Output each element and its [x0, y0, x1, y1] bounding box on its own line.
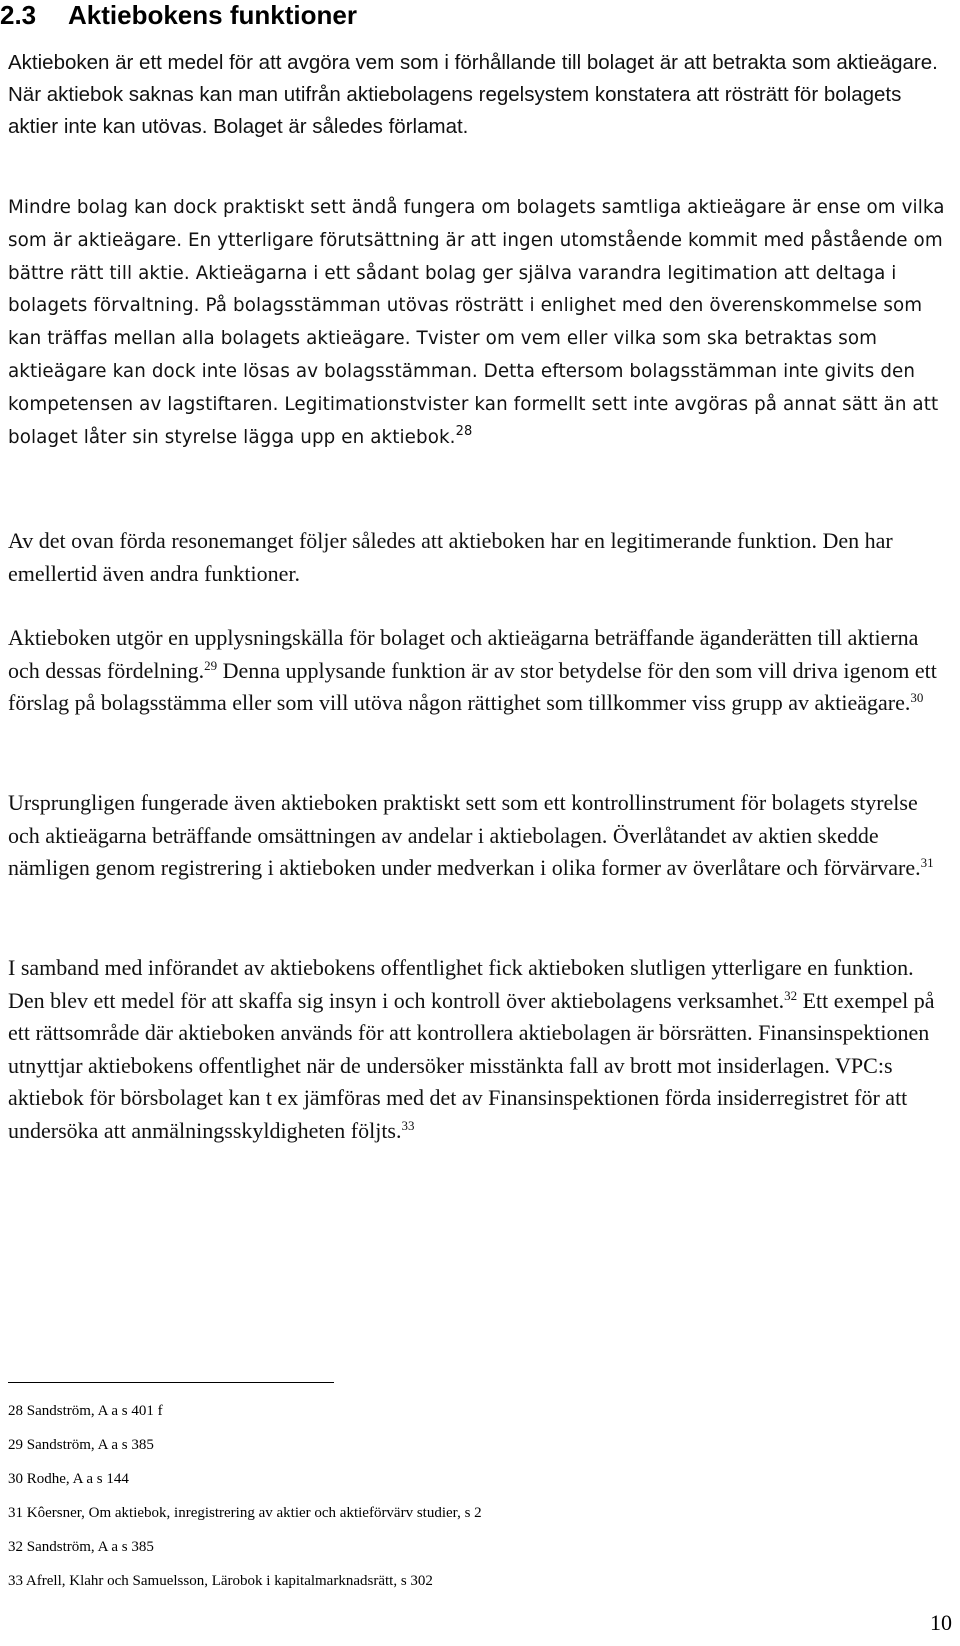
paragraph-6 — [8, 952, 953, 1147]
paragraph-text: I samband med införandet av aktiebokens offentlighet fick aktieboken slutligen ytterligare en funktion. Den blev ett medel för att skaffa sig insyn i och kontroll över aktiebolagens verksamhet. — [8, 955, 914, 1013]
paragraph-text: Ursprungligen fungerade även aktieboken praktiskt sett som ett kontrollinstrument för bolagets styrelse och aktieägarna beträffande omsättningen av andelar i aktiebolagen. Överlåtandet av aktien skedde nämligen genom registrering i aktieboken under medverkan i olika former av överlåtare och förvärvare. — [8, 790, 921, 880]
section-number: 2.3 — [0, 0, 37, 30]
footnote-ref: 33 — [401, 1117, 415, 1133]
paragraph-4 — [8, 622, 953, 720]
footnote-ref: 31 — [920, 855, 934, 870]
footnote: 32 Sandström, A a s 385 — [8, 1539, 154, 1555]
footnote-list — [8, 1402, 908, 1606]
footnote-ref: 30 — [910, 690, 924, 705]
paragraph-2 — [8, 192, 953, 454]
footnote: 33 Afrell, Klahr och Samuelsson, Lärobok i kapitalmarknadsrätt, s 302 — [8, 1573, 433, 1589]
footnote-ref: 29 — [204, 657, 218, 673]
paragraph-text: Ett exempel på ett rättsområde där aktieboken används för att kontrollera aktiebolagen är börsrätten. Finansinspektionen utnyttjar aktiebokens offentlighet när de undersöker misstänkta fall av brott mot insiderlagen. VPC:s aktiebok för börsbolaget kan t ex jämföras med det av Finansinspektionen förda insiderregistret för att undersöka att anmälningsskyldigheten följts. — [8, 987, 935, 1143]
section-heading — [0, 0, 357, 30]
paragraph-3 — [8, 525, 953, 590]
footnote-ref: 32 — [784, 987, 798, 1003]
paragraph-text: Denna upplysande funktion är av stor betydelse för den som vill driva igenom ett förslag på bolagsstämma eller som vill utöva någon rättighet som tillkommer viss grupp av aktieägare. — [8, 657, 937, 715]
paragraph-text: Av det ovan förda resonemanget följer således att aktieboken har en legitimerande funktion. Den har emellertid även andra funktioner. — [8, 528, 893, 586]
paragraph-text: Mindre bolag kan dock praktiskt sett ändå fungera om bolagets samtliga aktieägare är ense om vilka som är aktieägare. En ytterligare förutsättning är att ingen utomstående kommit med påstående om bättre rätt till aktie. Aktieägarna i ett sådant bolag ger själva varandra legitimation att deltaga i bolagets förvaltning. På bolagsstämman utövas rösträtt i enlighet med den överenskommelse som kan träffas mellan alla bolagets aktieägare. Tvister om vem eller vilka som ska betraktas som aktieägare kan dock inte lösas av bolagsstämman. Detta eftersom bolagsstämman inte givits den kompetensen av lagstiftaren. Legitimationstvister kan formellt sett inte avgöras på annat sätt än att bolaget låter sin styrelse lägga upp en aktiebok. — [8, 197, 945, 448]
section-title: Aktiebokens funktioner — [68, 0, 357, 30]
footnote: 29 Sandström, A a s 385 — [8, 1437, 154, 1453]
page-number: 10 — [930, 1610, 952, 1635]
paragraph-5 — [8, 787, 953, 885]
paragraph-text: Aktieboken är ett medel för att avgöra vem som i förhållande till bolaget är att betrakta som aktieägare. När aktiebok saknas kan man utifrån aktiebolagens regelsystem konstatera att rösträtt för bolagets aktier inte kan utövas. Bolaget är således förlamat. — [8, 51, 938, 138]
paragraph-text: Aktieboken utgör en upplysningskälla för bolaget och aktieägarna beträffande äganderätten till aktierna och dessas fördelning. — [8, 625, 919, 683]
footnote: 31 Kôersner, Om aktiebok, inregistrering av aktier och aktieförvärv studier, s 2 — [8, 1505, 482, 1521]
footnote: 30 Rodhe, A a s 144 — [8, 1471, 129, 1487]
paragraph-1 — [8, 47, 953, 143]
footnote: 28 Sandström, A a s 401 f — [8, 1403, 163, 1419]
footnote-ref: 28 — [455, 423, 473, 439]
footnote-divider — [8, 1382, 334, 1383]
